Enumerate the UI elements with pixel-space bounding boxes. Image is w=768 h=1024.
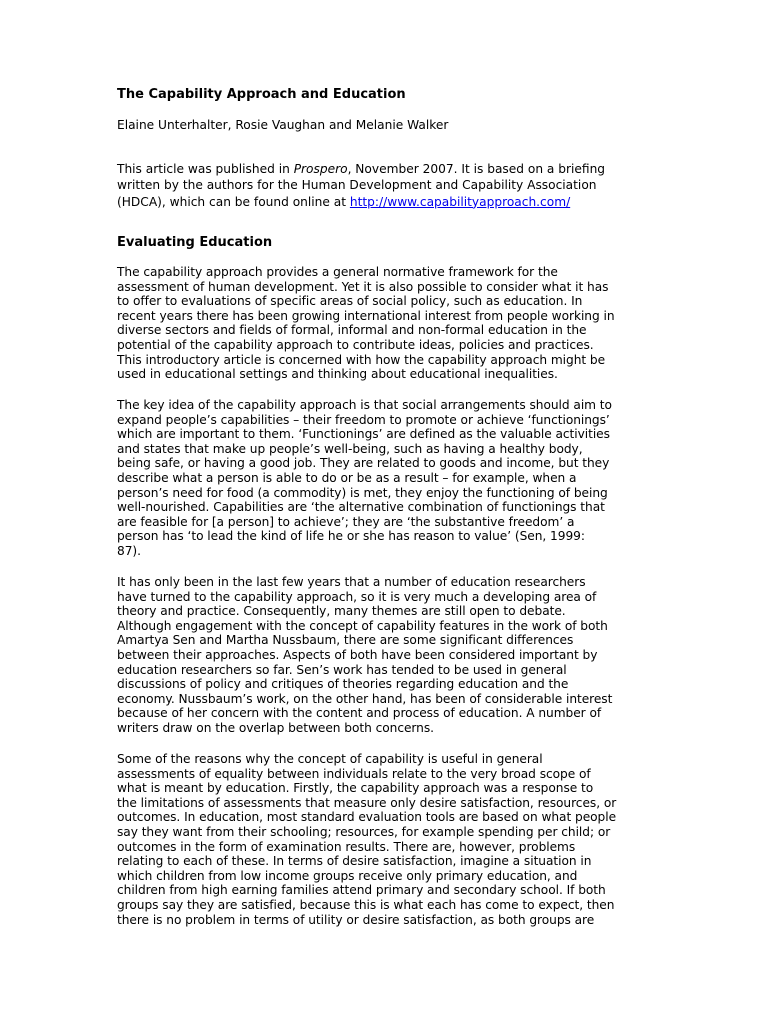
intro-text: (HDCA), which can be found online at bbox=[117, 194, 350, 209]
paragraph-line: groups say they are satisfied, because this is what each has come to expect, then bbox=[117, 897, 615, 912]
paragraph-line: have turned to the capability approach, so it is very much a developing area of bbox=[117, 589, 597, 604]
paragraph-line: and states that make up people’s well-being, such as having a healthy body, bbox=[117, 441, 583, 456]
paragraph-line: economy. Nussbaum’s work, on the other hand, has been of considerable interest bbox=[117, 691, 613, 706]
intro-line bbox=[117, 161, 657, 177]
paragraph-line: assessments of equality between individuals relate to the very broad scope of bbox=[117, 766, 591, 781]
intro-line: written by the authors for the Human Development and Capability Association bbox=[117, 178, 597, 193]
body-paragraph-1 bbox=[117, 265, 657, 382]
paragraph-line: person’s need for food (a commodity) is met, they enjoy the functioning of being bbox=[117, 485, 608, 500]
journal-name: Prospero bbox=[293, 162, 348, 176]
paragraph-line: there is no problem in terms of utility or desire satisfaction, as both groups are bbox=[117, 912, 595, 927]
paragraph-line: 87). bbox=[117, 543, 141, 558]
paragraph-line: expand people’s capabilities – their freedom to promote or achieve ‘functionings’ bbox=[117, 412, 610, 427]
paragraph-line: The key idea of the capability approach is that social arrangements should aim to bbox=[117, 398, 612, 412]
paragraph-line: children from high earning families attend primary and secondary school. If both bbox=[117, 883, 606, 898]
paragraph-line: to offer to evaluations of specific areas of social policy, such as education. In bbox=[117, 294, 583, 309]
paragraph-line: being safe, or having a good job. They are related to goods and income, but they bbox=[117, 456, 610, 471]
intro-line bbox=[117, 194, 657, 210]
paragraph-line: describe what a person is able to do or be as a result – for example, when a bbox=[117, 470, 577, 485]
body-paragraph-2 bbox=[117, 398, 657, 559]
paragraph-line: relating to each of these. In terms of desire satisfaction, imagine a situation in bbox=[117, 854, 592, 869]
intro-text: , November 2007. It is based on a briefing bbox=[347, 162, 606, 176]
paragraph-line: the limitations of assessments that measure only desire satisfaction, resources, or bbox=[117, 795, 617, 810]
paragraph-line: outcomes. In education, most standard evaluation tools are based on what people bbox=[117, 810, 617, 825]
paragraph-line: Some of the reasons why the concept of capability is useful in general bbox=[117, 752, 543, 766]
paragraph-line: recent years there has been growing international interest from people working in bbox=[117, 308, 615, 323]
paragraph-line: outcomes in the form of examination results. There are, however, problems bbox=[117, 839, 576, 854]
paragraph-line: writers draw on the overlap between both concerns. bbox=[117, 720, 434, 735]
hdca-link[interactable]: http://www.capabilityapproach.com/ bbox=[349, 194, 571, 209]
paragraph-line: Amartya Sen and Martha Nussbaum, there are some significant differences bbox=[117, 633, 574, 648]
intro-text: This article was published in bbox=[117, 162, 294, 176]
paragraph-line: potential of the capability approach to contribute ideas, policies and practices. bbox=[117, 337, 594, 352]
document-title: The Capability Approach and Education bbox=[117, 87, 406, 102]
body-paragraph-4 bbox=[117, 752, 657, 927]
paragraph-line: education researchers so far. Sen’s work has tended to be used in general bbox=[117, 662, 567, 677]
paragraph-line: It has only been in the last few years that a number of education researchers bbox=[117, 575, 586, 589]
paragraph-line: diverse sectors and fields of formal, informal and non-formal education in the bbox=[117, 323, 587, 338]
paragraph-line: which children from low income groups receive only primary education, and bbox=[117, 868, 578, 883]
paragraph-line: discussions of policy and critiques of theories regarding education and the bbox=[117, 677, 569, 692]
paragraph-line: because of her concern with the content and process of education. A number of bbox=[117, 706, 602, 721]
paragraph-line: are feasible for [a person] to achieve’; they are ‘the substantive freedom’ a bbox=[117, 514, 575, 529]
intro-paragraph bbox=[117, 161, 657, 210]
paragraph-line: well-nourished. Capabilities are ‘the alternative combination of functionings that bbox=[117, 500, 605, 515]
body-paragraph-3 bbox=[117, 575, 657, 736]
paragraph-line: The capability approach provides a general normative framework for the bbox=[117, 265, 558, 279]
paragraph-line: person has ‘to lead the kind of life he or she has reason to value’ (Sen, 1999: bbox=[117, 529, 585, 544]
paragraph-line: between their approaches. Aspects of both have been considered important by bbox=[117, 647, 598, 662]
paragraph-line: This introductory article is concerned with how the capability approach might be bbox=[117, 352, 606, 367]
paragraph-line: assessment of human development. Yet it is also possible to consider what it has bbox=[117, 279, 609, 294]
document-authors: Elaine Unterhalter, Rosie Vaughan and Melanie Walker bbox=[117, 118, 449, 132]
paragraph-line: Although engagement with the concept of capability features in the work of both bbox=[117, 618, 608, 633]
paragraph-line: say they want from their schooling; resources, for example spending per child; or bbox=[117, 824, 611, 839]
paragraph-line: theory and practice. Consequently, many themes are still open to debate. bbox=[117, 604, 566, 619]
paragraph-line: used in educational settings and thinking about educational inequalities. bbox=[117, 367, 558, 382]
paragraph-line: what is meant by education. Firstly, the capability approach was a response to bbox=[117, 781, 594, 796]
paragraph-line: which are important to them. ‘Functionings’ are defined as the valuable activities bbox=[117, 427, 610, 442]
section-heading: Evaluating Education bbox=[117, 235, 273, 250]
